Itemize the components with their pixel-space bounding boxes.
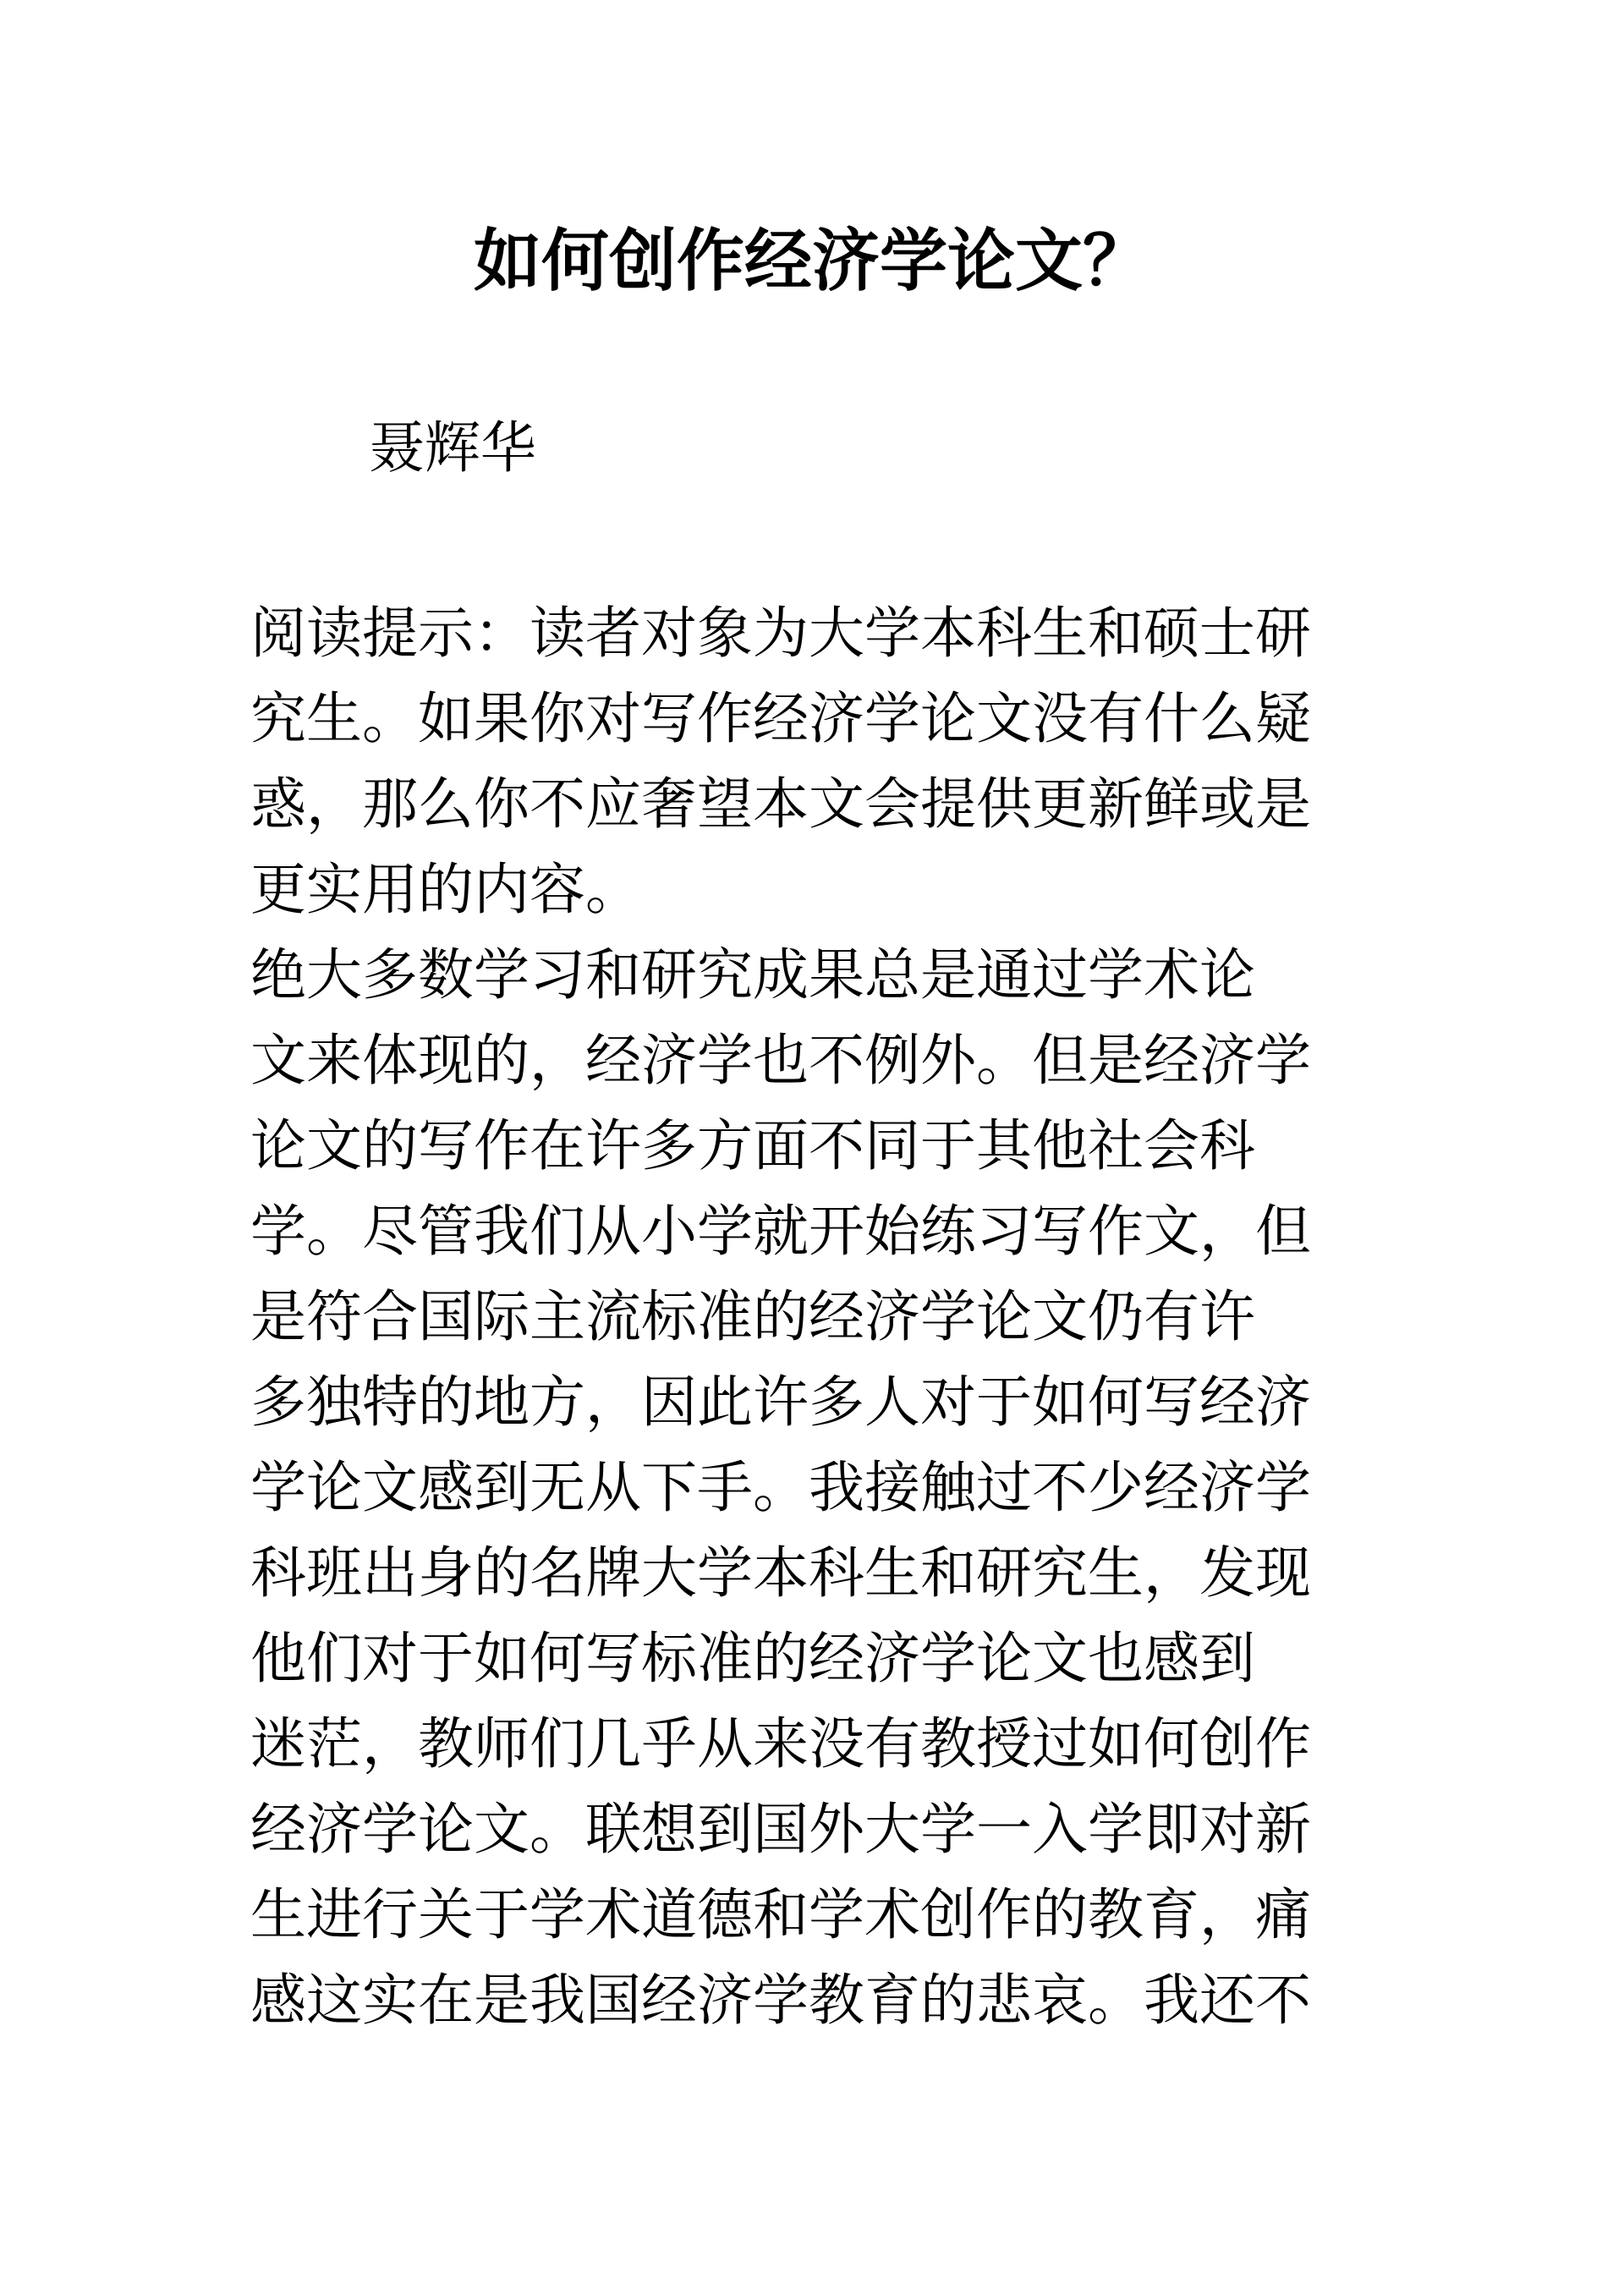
- text-line: 学。尽管我们从小学就开始练习写作文，但: [250, 1199, 1311, 1264]
- text-line: 惑，那么你不应奢望本文会提供更新鲜或是: [250, 771, 1311, 837]
- text-line: 学论文感到无从下手。我接触过不少经济学: [250, 1455, 1311, 1520]
- text-line: 阅读提示：读者对象为大学本科生和硕士研: [250, 601, 1311, 666]
- text-line: 绝大多数学习和研究成果总是通过学术论: [250, 942, 1255, 1007]
- text-line: 多独特的地方，因此许多人对于如何写经济: [250, 1370, 1311, 1435]
- text-line: 论文的写作在许多方面不同于其他社会科: [250, 1113, 1255, 1178]
- text-line: 生进行关于学术道德和学术创作的教育，痛: [250, 1882, 1311, 1947]
- text-line: 感这实在是我国经济学教育的悲哀。我还不: [250, 1968, 1311, 2033]
- text-line: 他们对于如何写标准的经济学论文也感到: [250, 1626, 1255, 1691]
- author-name: 聂辉华: [369, 415, 536, 480]
- text-line: 更实用的内容。: [250, 857, 641, 922]
- document-title: 如何创作经济学论文？: [474, 221, 1150, 300]
- text-line: 迷茫，教师们几乎从来没有教授过如何创作: [250, 1711, 1311, 1776]
- text-line: 文来体现的，经济学也不例外。但是经济学: [250, 1028, 1311, 1093]
- text-line: 是符合国际主流标准的经济学论文仍有许: [250, 1284, 1255, 1349]
- text-line: 究生。如果你对写作经济学论文没有什么疑: [250, 686, 1311, 751]
- body-text: [250, 590, 1401, 2043]
- text-line: 经济学论文。联想到国外大学一入学即对新: [250, 1797, 1311, 1862]
- text-line: 科班出身的名牌大学本科生和研究生，发现: [250, 1540, 1311, 1606]
